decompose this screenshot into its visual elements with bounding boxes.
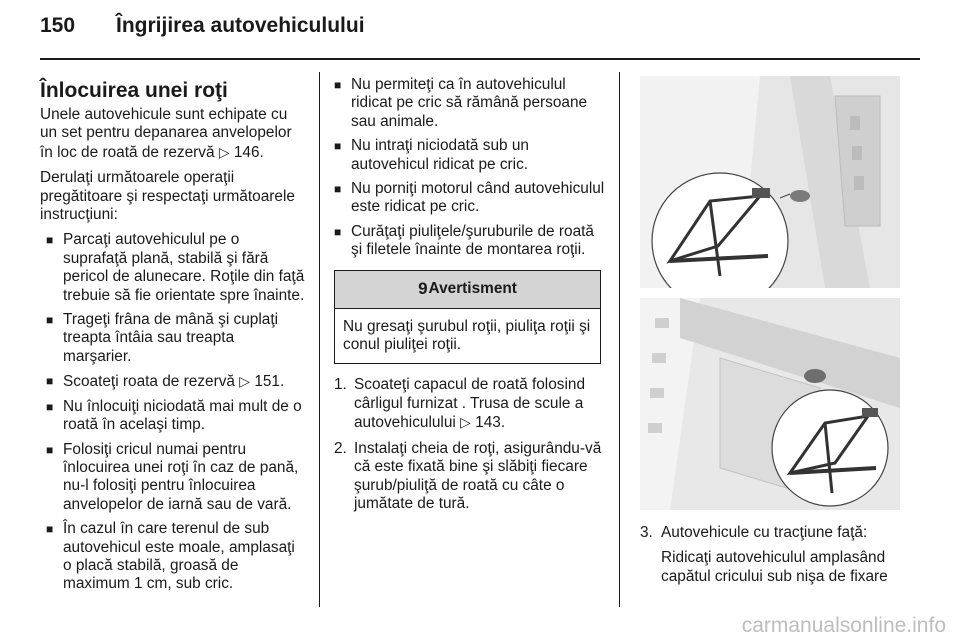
square-bullet-icon: ■ [334, 139, 342, 154]
jack-illustration-bottom [640, 298, 900, 510]
step-3 [640, 524, 910, 586]
list-item: ■ În cazul în care terenul de sub autovehicul este moale, amplasaţi o placă stabilă, groasă de maximum 1 cm, sub cric. [46, 520, 295, 593]
square-bullet-icon: ■ [334, 78, 342, 92]
step-title: Autovehicule cu tracţiune faţă: [661, 524, 868, 541]
warning-header [335, 271, 600, 309]
list-item: ■ Curăţaţi piuliţele/şuruburile de roată şi filetele înainte de montarea roţii. [334, 222, 594, 259]
safety-list [334, 76, 605, 260]
ref-link-151[interactable]: 151. [254, 373, 285, 391]
warning-body: Nu gresaţi şurubul roţii, piuliţa roţii şi conul piuliţei roţii. [343, 317, 591, 354]
steps-list [334, 376, 605, 513]
triangle-ref-icon: ▷ [239, 373, 251, 390]
page-header [40, 14, 920, 54]
list-item: ■ Nu porniţi motorul când autovehiculul este ridicat pe cric. [334, 180, 605, 216]
list-item: ■ Nu înlocuiţi niciodată mai mult de o roată în acelaşi timp. [46, 397, 302, 434]
triangle-ref-icon: ▷ [460, 414, 471, 431]
square-bullet-icon: ■ [46, 522, 54, 537]
prep-list [46, 231, 305, 593]
warning-triangle-icon: 9 [418, 278, 428, 298]
square-bullet-icon: ■ [46, 442, 54, 457]
square-bullet-icon: ■ [334, 224, 342, 239]
column-right [640, 72, 910, 586]
intro-paragraph: Unele autovehicule sunt echipate cu un set pentru depanarea anvelopelor în loc de roată de rezervă ▷ 146. [40, 106, 292, 161]
watermark-logo: carmanualsonline.info [741, 614, 946, 637]
list-item: ■ Trageţi frâna de mână şi cuplaţi treapta întâia sau treapta marşarier. [46, 311, 279, 365]
column-divider-1 [319, 72, 320, 607]
list-item: 2. Instalaţi cheia de roţi, asigurându-vă că este fixată bine şi slăbiţi fiecare şurub/piuliţă de roată cu câte o jumătate de tură. [334, 439, 602, 512]
list-item: ■ Parcaţi autovehiculul pe o suprafaţă plană, stabilă şi fără pericol de alunecare. Roţile din faţă trebuie să fie orientate spre înainte. [46, 231, 305, 304]
step-text: Ridicaţi autovehiculul amplasând capătul cricului sub nişa de fixare [661, 549, 888, 585]
list-item: ■ Nu permiteţi ca în autovehiculul ridicat pe cric să rămână persoane sau animale. [334, 76, 588, 130]
list-item: ■ Scoateţi roata de rezervă ▷ 151. [46, 373, 285, 391]
page-number: 150 [40, 14, 76, 37]
triangle-ref-icon: ▷ [218, 143, 230, 160]
prep-paragraph: Derulaţi următoarele operaţii pregătitoare şi respectaţi următoarele instrucţiuni: [40, 169, 295, 224]
list-item: ■ Folosiţi cricul numai pentru înlocuirea unei roţi în caz de pană, nu-l folosiţi pentru înlocuirea anvelopelor de iarnă sau de vară. [46, 440, 299, 513]
chapter-title: Îngrijirea autovehiculului [116, 14, 365, 37]
warning-box [334, 270, 601, 365]
column-left [40, 72, 305, 600]
column-divider-2 [619, 72, 620, 607]
list-item: ■ Nu intraţi niciodată sub un autovehicul ridicat pe cric. [334, 137, 529, 173]
step-number: 1. [334, 376, 347, 394]
section-heading: Înlocuirea unei roţi [40, 79, 228, 102]
jack-illustration-top [640, 76, 900, 288]
ref-link-143[interactable]: 143. [475, 414, 506, 432]
ref-link-146[interactable]: 146. [233, 143, 264, 161]
step-number: 3. [640, 524, 653, 541]
square-bullet-icon: ■ [46, 374, 54, 389]
step-number: 2. [334, 439, 347, 457]
square-bullet-icon: ■ [334, 182, 342, 197]
warning-title: Avertisment [428, 279, 517, 297]
square-bullet-icon: ■ [46, 313, 54, 328]
square-bullet-icon: ■ [46, 399, 54, 414]
list-item: 1. Scoateţi capacul de roată folosind cârligul furnizat . Trusa de scule a autovehiculului ▷ 143. [334, 376, 586, 432]
square-bullet-icon: ■ [46, 233, 54, 248]
column-middle [328, 72, 605, 520]
header-divider [40, 58, 920, 60]
